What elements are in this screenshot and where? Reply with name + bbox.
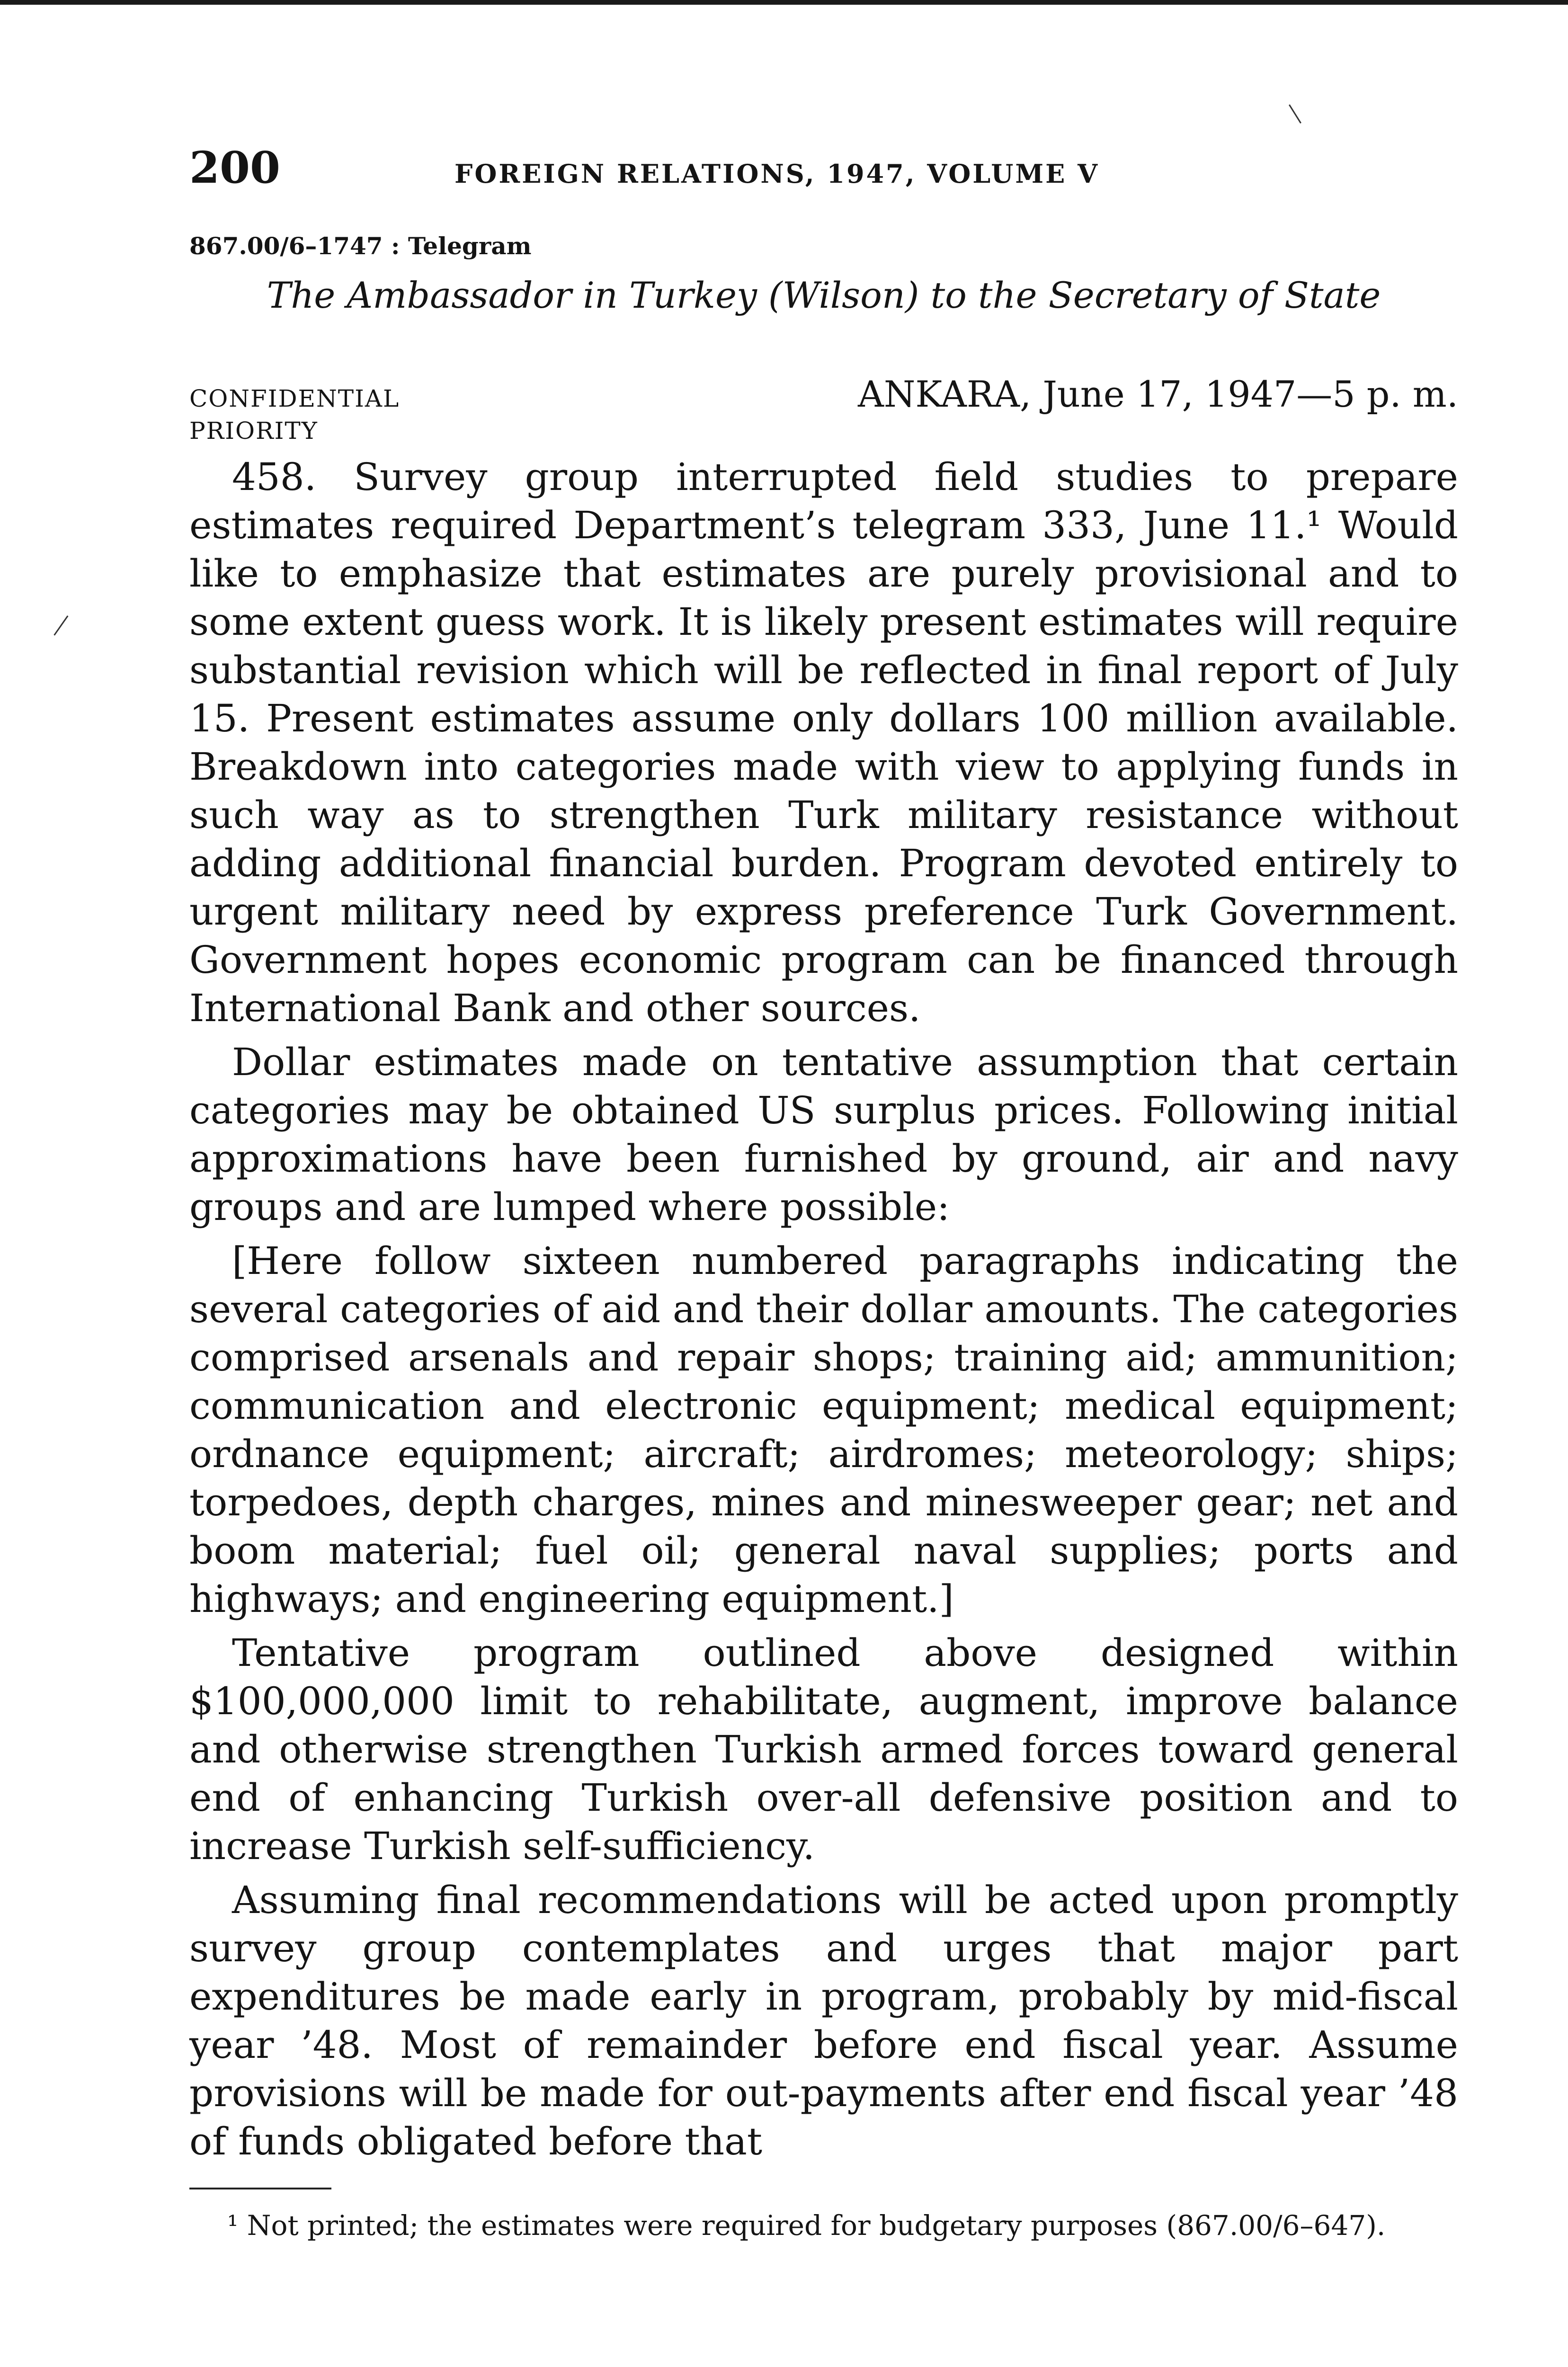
stray-pen-mark (53, 615, 68, 636)
place-and-date: ANKARA, June 17, 1947—5 p. m. (857, 373, 1458, 415)
footnote: ¹ Not printed; the estimates were required for budgetary purposes (867.00/6–647). (227, 2209, 1386, 2242)
classification-label: CONFIDENTIAL (189, 385, 400, 412)
priority-label: PRIORITY (189, 417, 318, 445)
body-paragraph: Tentative program outlined above designed within $100,000,000 limit to rehabilitate, augment, improve balance and otherwise strengthen Turkish armed forces toward general end of enhancing Turkish over-all defensive position and to increase Turkish self-sufficiency. (189, 1631, 1458, 1868)
body-paragraph: 458. Survey group interrupted field studies to prepare estimates required Department’s telegram 333, June 11.¹ Would like to emphasize that estimates are purely provisional and to some extent guess work. It is likely present estimates will require substantial revision which will be reflected in final report of July 15. Present estimates assume only dollars 100 million available. Breakdown into categories made with view to applying funds in such way as to strengthen Turk military resistance without adding additional financial burden. Program devoted entirely to urgent military need by express preference Turk Government. Government hopes economic program can be financed through International Bank and other sources. (189, 455, 1458, 1030)
document-title: The Ambassador in Turkey (Wilson) to the Secretary of State (267, 274, 1381, 316)
file-reference: 867.00/6–1747 : Telegram (189, 232, 532, 260)
footnote-divider (189, 2188, 331, 2189)
body-paragraph: [Here follow sixteen numbered paragraphs indicating the several categories of aid and their dollar amounts. The categories comprised arsenals and repair shops; training aid; ammunition; communication and electronic equipment; medical equipment; ordnance equipment; aircraft; airdromes; meteorology; ships; torpedoes, depth charges, mines and minesweeper gear; net and boom material; fuel oil; general naval supplies; ports and highways; and engineering equipment.] (189, 1239, 1458, 1621)
document-page (189, 142, 1458, 2243)
body-paragraph: Dollar estimates made on tentative assumption that certain categories may be obtained US surplus prices. Following initial approximations have been furnished by ground, air and navy groups and are lumped where possible: (189, 1040, 1458, 1229)
running-head (189, 142, 1458, 204)
stray-pen-mark (1289, 104, 1301, 124)
dateline (189, 373, 1458, 415)
page-number: 200 (189, 142, 281, 193)
telegram-body (189, 453, 1458, 2166)
scan-top-edge (0, 0, 1568, 5)
body-paragraph: Assuming final recommendations will be acted upon promptly survey group contemplates and urges that major part expenditures be made early in program, probably by mid-fiscal year ’48. Most of remainder before end fiscal year. Assume provisions will be made for out-payments after end fiscal year ’48 of funds obligated before that (189, 1878, 1458, 2163)
running-title: FOREIGN RELATIONS, 1947, VOLUME V (454, 159, 1100, 189)
